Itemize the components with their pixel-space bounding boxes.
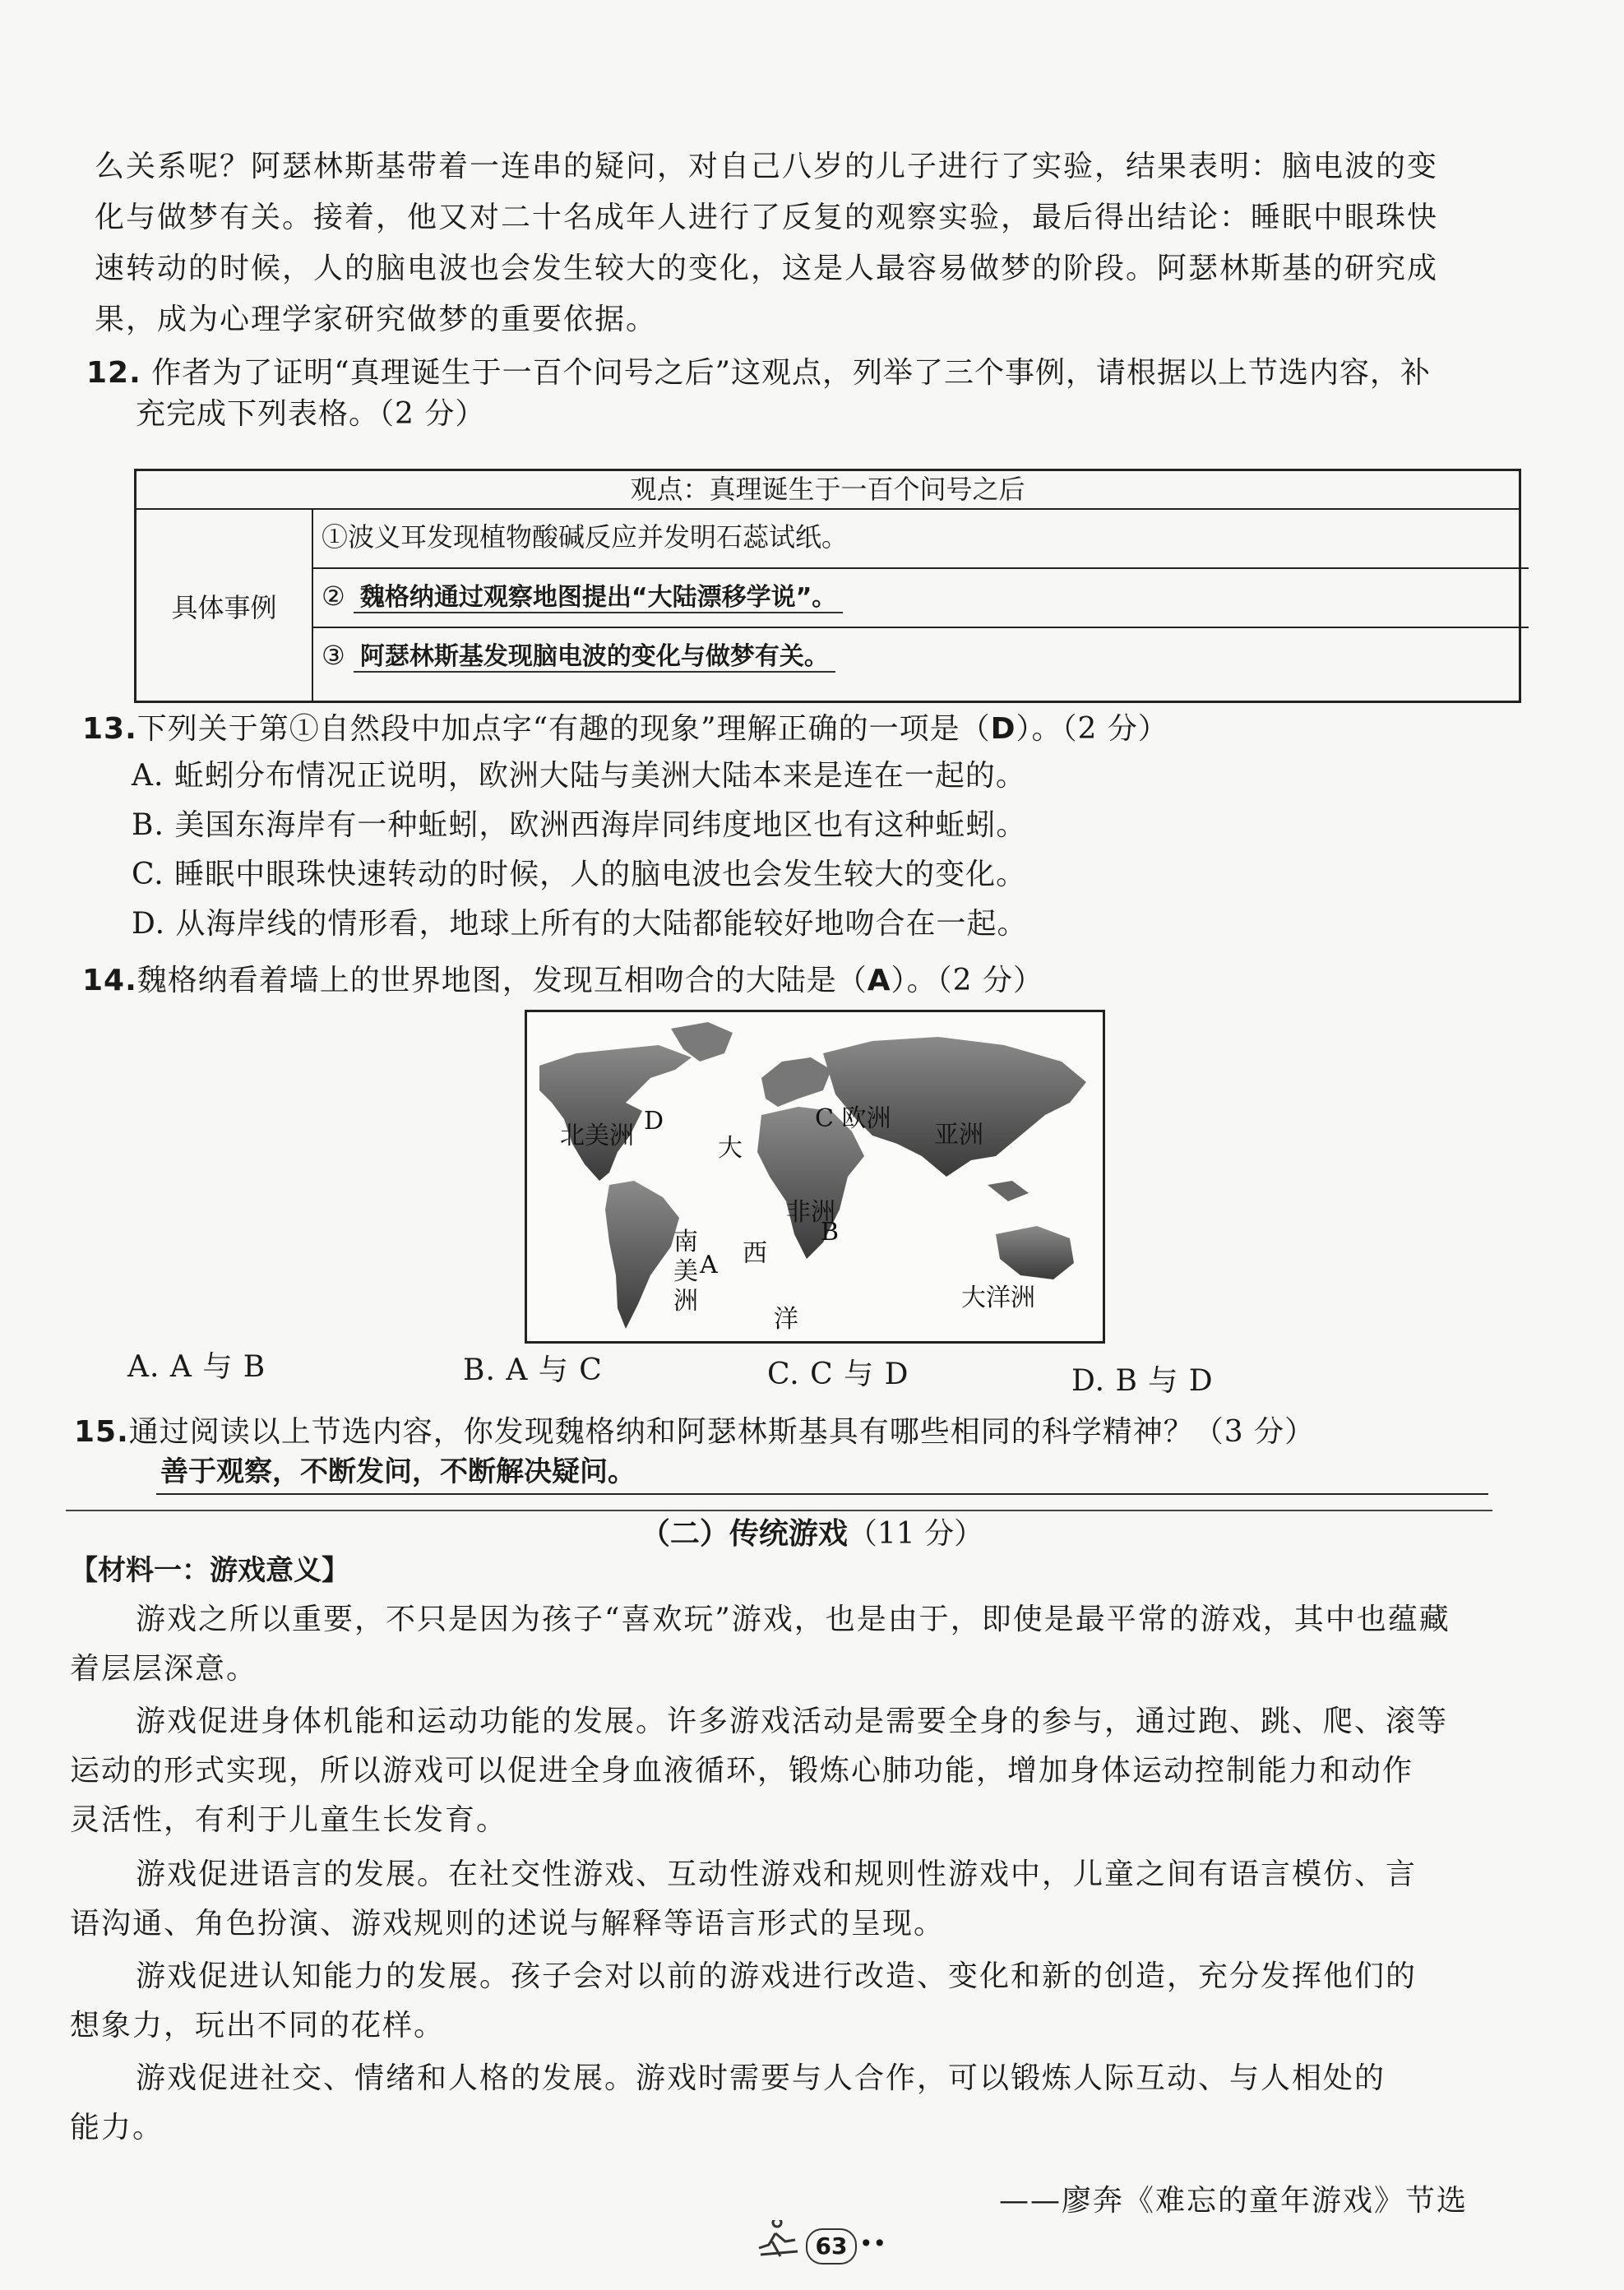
label-b: B bbox=[821, 1218, 840, 1247]
q14-option-c[interactable]: C. C 与 D bbox=[767, 1358, 909, 1391]
intro-line-4: 果，成为心理学家研究做梦的重要依据。 bbox=[95, 303, 658, 336]
row-3-answer[interactable]: 阿瑟林斯基发现脑电波的变化与做梦有关。 bbox=[354, 642, 835, 673]
question-12-line-2: 充完成下列表格。（2 分） bbox=[136, 397, 486, 431]
row-2-prefix: ② bbox=[322, 581, 345, 612]
q13-stem-after: ）。（2 分） bbox=[1016, 712, 1168, 746]
question-14-answer[interactable]: A bbox=[867, 964, 891, 997]
q14-option-b[interactable]: B. A 与 C bbox=[463, 1353, 603, 1387]
question-13-answer[interactable]: D bbox=[990, 712, 1016, 746]
m-p1-line-1: 游戏之所以重要，不只是因为孩子“喜欢玩”游戏，也是由于，即使是最平常的游戏，其中也蕴藏 bbox=[136, 1603, 1450, 1636]
label-xi: 西 bbox=[743, 1239, 767, 1268]
table-row-2 bbox=[312, 567, 1529, 628]
m-p5-line-1: 游戏促进社交、情绪和人格的发展。游戏时需要与人合作，可以锻炼人际互动、与人相处的 bbox=[136, 2061, 1386, 2095]
label-asia: 亚洲 bbox=[934, 1121, 983, 1150]
q15-answer[interactable]: 善于观察，不断发问，不断解决疑问。 bbox=[160, 1455, 636, 1488]
q14-option-d[interactable]: D. B 与 D bbox=[1071, 1364, 1214, 1398]
m-p5-line-2: 能力。 bbox=[70, 2111, 164, 2144]
page-dots: •• bbox=[859, 2230, 887, 2257]
material-paragraph-4 bbox=[70, 1952, 1417, 2051]
table-row-3 bbox=[312, 627, 1529, 686]
question-12-stem-1: 作者为了证明“真理诞生于一百个问号之后”这观点，列举了三个事例，请根据以上节选内容，补 bbox=[151, 356, 1432, 390]
m-p2-line-1: 游戏促进身体机能和运动功能的发展。许多游戏活动是需要全身的参与，通过跑、跳、爬、滚等 bbox=[136, 1705, 1449, 1738]
material-paragraph-1 bbox=[70, 1595, 1450, 1694]
source-citation: ——廖奔《难忘的童年游戏》节选 bbox=[998, 2184, 1468, 2218]
q13-option-b[interactable]: B. 美国东海岸有一种蚯蚓，欧洲西海岸同纬度地区也有这种蚯蚓。 bbox=[132, 808, 1027, 842]
m-p2-line-3: 灵活性，有利于儿童生长发育。 bbox=[70, 1803, 508, 1837]
world-map bbox=[525, 1010, 1105, 1344]
label-south-america-3: 洲 bbox=[673, 1287, 698, 1316]
m-p3-line-2: 语沟通、角色扮演、游戏规则的述说与解释等语言形式的呈现。 bbox=[70, 1907, 946, 1941]
q13-stem-before: 下列关于第①自然段中加点字“有趣的现象”理解正确的一项是（ bbox=[136, 712, 991, 746]
question-15-number: 15. bbox=[74, 1415, 129, 1449]
q13-option-a[interactable]: A. 蚯蚓分布情况正说明，欧洲大陆与美洲大陆本来是连在一起的。 bbox=[132, 759, 1026, 793]
q14-option-a[interactable]: A. A 与 B bbox=[127, 1350, 266, 1384]
label-d: D bbox=[644, 1107, 664, 1136]
examples-table bbox=[134, 469, 1521, 703]
table-row-1: ①波义耳发现植物酸碱反应并发明石蕊试纸。 bbox=[312, 508, 1529, 569]
q15-stem-text: 通过阅读以上节选内容，你发现魏格纳和阿瑟林斯基具有哪些相同的科学精神？（3 分） bbox=[128, 1415, 1316, 1449]
material-paragraph-2 bbox=[70, 1697, 1448, 1845]
section-2-points: （11 分） bbox=[847, 1517, 984, 1551]
material-paragraph-5 bbox=[70, 2054, 1386, 2153]
q14-stem-after: ）。（2 分） bbox=[891, 964, 1044, 997]
label-south-america-2: 美 bbox=[673, 1257, 698, 1286]
m-p3-line-1: 游戏促进语言的发展。在社交性游戏、互动性游戏和规则性游戏中，儿童之间有语言模仿、言 bbox=[136, 1857, 1418, 1891]
oceania-shape bbox=[996, 1226, 1074, 1279]
table-left-label bbox=[136, 508, 313, 703]
page-number: 63 bbox=[806, 2228, 857, 2265]
label-a: A bbox=[700, 1251, 718, 1279]
question-14-stem bbox=[82, 956, 1043, 1006]
q14-stem-before: 魏格纳看着墙上的世界地图，发现互相吻合的大陆是（ bbox=[136, 964, 868, 997]
intro-line-2: 化与做梦有关。接着，他又对二十名成年人进行了反复的观察实验，最后得出结论：睡眠中眼珠快 bbox=[95, 201, 1439, 234]
north-america-shape bbox=[539, 1045, 692, 1181]
label-north-america: 北美洲 bbox=[560, 1122, 634, 1150]
row-3-prefix: ③ bbox=[322, 640, 345, 671]
row-2-answer[interactable]: 魏格纳通过观察地图提出“大陆漂移学说”。 bbox=[354, 583, 843, 613]
question-13-stem bbox=[82, 705, 1168, 754]
label-oceania: 大洋洲 bbox=[961, 1284, 1035, 1312]
label-south-america-1: 南 bbox=[673, 1228, 698, 1256]
table-header: 观点：真理诞生于一百个问号之后 bbox=[136, 471, 1519, 510]
label-c-europe: C 欧洲 bbox=[815, 1104, 891, 1133]
m-p4-line-2: 想象力，玩出不同的花样。 bbox=[70, 2009, 446, 2042]
question-14-number: 14. bbox=[82, 964, 137, 997]
material-paragraph-3 bbox=[70, 1850, 1417, 1949]
label-africa: 非洲 bbox=[786, 1198, 835, 1227]
runner-logo-icon bbox=[752, 2220, 802, 2261]
q13-option-d[interactable]: D. 从海岸线的情形看，地球上所有的大陆都能较好地吻合在一起。 bbox=[132, 907, 1028, 941]
section-2-title-text: （二）传统游戏 bbox=[640, 1517, 848, 1551]
q13-option-c[interactable]: C. 睡眠中眼珠快速转动的时候，人的脑电波也会发生较大的变化。 bbox=[132, 858, 1027, 891]
left-label-text: 具体事例 bbox=[171, 591, 277, 623]
material-1-title: 【材料一：游戏意义】 bbox=[70, 1554, 349, 1587]
label-yang: 洋 bbox=[774, 1305, 798, 1334]
m-p2-line-2: 运动的形式实现，所以游戏可以促进全身血液循环，锻炼心肺功能，增加身体运动控制能力和动作 bbox=[70, 1754, 1414, 1788]
islands-shape bbox=[988, 1181, 1029, 1201]
intro-paragraph bbox=[95, 141, 1438, 345]
m-p1-line-2: 着层层深意。 bbox=[70, 1652, 258, 1686]
intro-line-3: 速转动的时候，人的脑电波也会发生较大的变化，这是人最容易做梦的阶段。阿瑟林斯基的研究成 bbox=[95, 252, 1439, 285]
label-da: 大 bbox=[718, 1134, 743, 1163]
question-13-number: 13. bbox=[82, 712, 137, 746]
m-p4-line-1: 游戏促进认知能力的发展。孩子会对以前的游戏进行改造、变化和新的创造，充分发挥他们的 bbox=[136, 1959, 1418, 1993]
south-america-shape bbox=[605, 1181, 679, 1329]
question-12-number: 12. bbox=[86, 356, 141, 390]
intro-line-1: 么关系呢？阿瑟林斯基带着一连串的疑问，对自己八岁的儿子进行了实验，结果表明：脑电波的变 bbox=[95, 150, 1439, 183]
